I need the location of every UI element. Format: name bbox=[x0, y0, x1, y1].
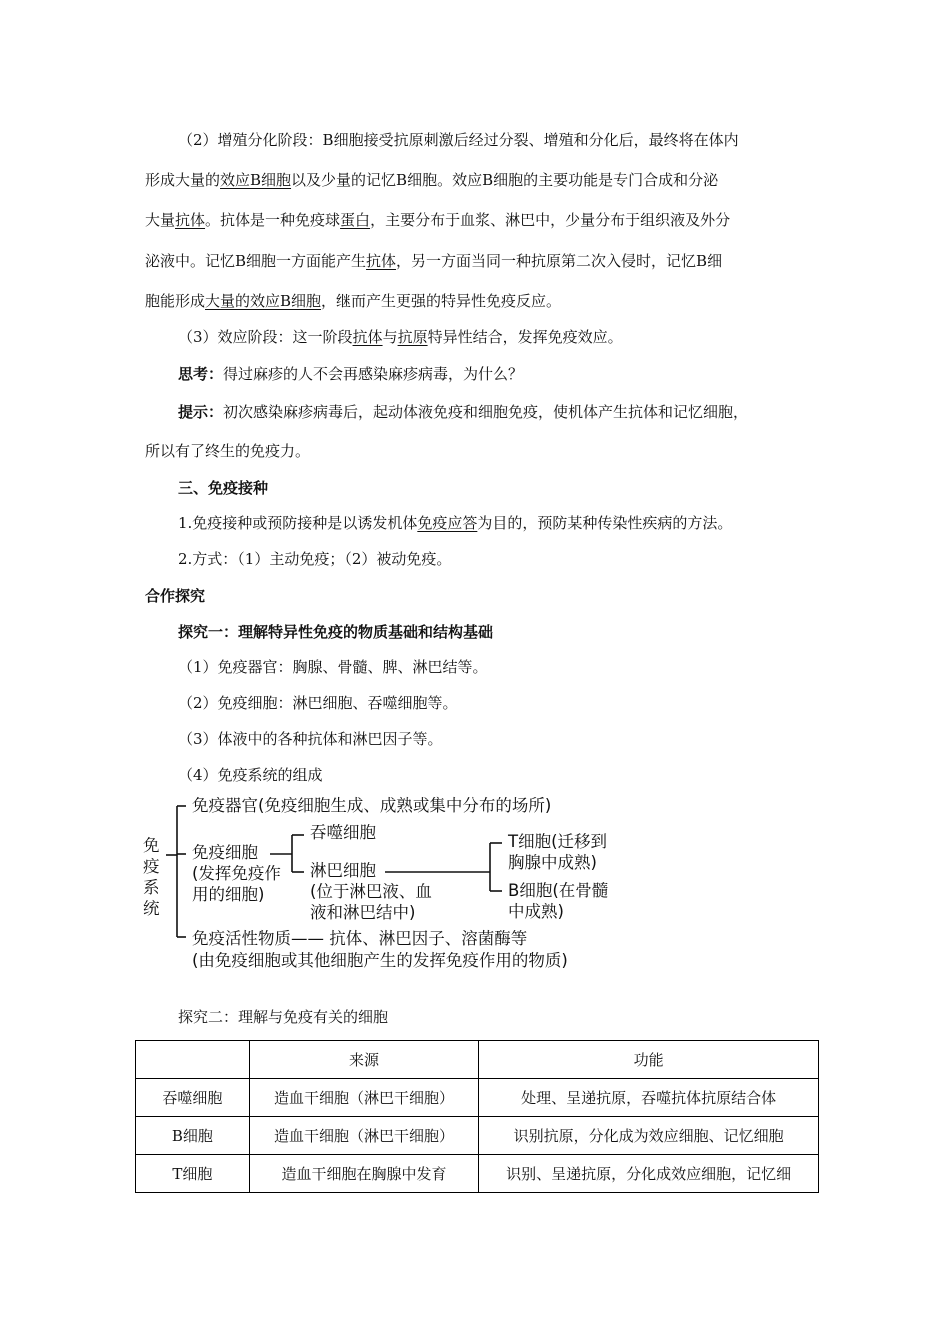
table-cell: 造血干细胞在胸腺中发育 bbox=[249, 1155, 479, 1193]
table-header-row bbox=[136, 1041, 819, 1079]
hint-text: 初次感染麻疹病毒后，起动体液免疫和细胞免疫，使机体产生抗体和记忆细胞， bbox=[223, 403, 749, 421]
table-cell: 识别抗原，分化成为效应细胞、记忆细胞 bbox=[479, 1117, 819, 1155]
table-cell: 处理、呈递抗原，吞噬抗体抗原结合体 bbox=[479, 1079, 819, 1117]
table-cell: B细胞 bbox=[136, 1117, 250, 1155]
immune-system-diagram bbox=[140, 793, 640, 983]
para2-text: 胞能形成 bbox=[145, 292, 206, 310]
table-header-cell: 功能 bbox=[479, 1041, 819, 1079]
diagram-root-char: 系 bbox=[143, 878, 160, 897]
diagram-lymphocyte-note: (位于淋巴液、血 bbox=[310, 882, 432, 901]
think-label: 思考： bbox=[178, 365, 224, 383]
table-row bbox=[136, 1117, 819, 1155]
para2-text: （2）增殖分化阶段：B细胞接受抗原刺激后经过分裂、增殖和分化后，最终将在体内 bbox=[178, 131, 739, 149]
para3-text: 特异性结合，发挥免疫效应。 bbox=[427, 328, 623, 346]
para3-text: （3）效应阶段：这一阶段 bbox=[178, 328, 353, 346]
para2-text: 。抗体是一种免疫球 bbox=[205, 211, 341, 229]
diagram-root-char: 免 bbox=[143, 836, 160, 855]
diagram-organs: 免疫器官(免疫细胞生成、成熟或集中分布的场所) bbox=[192, 796, 552, 815]
table-cell: 吞噬细胞 bbox=[136, 1079, 250, 1117]
diagram-active-substances: 免疫活性物质—— 抗体、淋巴因子、溶菌酶等 bbox=[192, 929, 528, 948]
table-cell: T细胞 bbox=[136, 1155, 250, 1193]
table-header-cell: 来源 bbox=[249, 1041, 479, 1079]
underlined-term: 抗体 bbox=[366, 252, 397, 270]
diagram-cells-note: (发挥免疫作 bbox=[192, 864, 281, 883]
para3-line bbox=[178, 327, 623, 347]
explore1-title: 探究一：理解特异性免疫的物质基础和结构基础 bbox=[178, 623, 494, 641]
section3-item2: 2.方式：（1）主动免疫；（2）被动免疫。 bbox=[178, 550, 452, 568]
think-text: 得过麻疹的人不会再感染麻疹病毒，为什么？ bbox=[223, 365, 524, 383]
table-header-cell bbox=[136, 1041, 250, 1079]
diagram-t-cell: T细胞(迁移到 bbox=[508, 832, 608, 851]
diagram-active-substances-note: (由免疫细胞或其他细胞产生的发挥免疫作用的物质) bbox=[192, 951, 568, 970]
section3-title: 三、免疫接种 bbox=[178, 479, 269, 497]
coop-title: 合作探究 bbox=[145, 587, 206, 605]
diagram-lymphocyte: 淋巴细胞 bbox=[310, 861, 376, 880]
diagram-b-cell: B细胞(在骨髓 bbox=[508, 881, 609, 900]
para2-line5 bbox=[145, 291, 561, 311]
immune-cells-table bbox=[135, 1040, 819, 1193]
underlined-term: 免疫应答 bbox=[417, 514, 478, 532]
diagram-t-cell-note: 胸腺中成熟) bbox=[508, 853, 597, 872]
para3-text: 与 bbox=[382, 328, 398, 346]
para2-text: ，主要分布于血浆、淋巴中，少量分布于组织液及外分 bbox=[370, 211, 731, 229]
para2-text: 形成大量的 bbox=[145, 171, 221, 189]
explore1-item4: （4）免疫系统的组成 bbox=[178, 766, 323, 784]
section3-item1 bbox=[178, 513, 732, 533]
think-line bbox=[178, 364, 523, 384]
hint-text: 所以有了终生的免疫力。 bbox=[145, 442, 311, 460]
para2-text: 以及少量的记忆B细胞。效应B细胞的主要功能是专门合成和分泌 bbox=[291, 171, 719, 189]
para2-text: ，继而产生更强的特异性免疫反应。 bbox=[321, 292, 562, 310]
diagram-cells-note: 用的细胞) bbox=[192, 885, 265, 904]
para2-text: 泌液中。记忆B细胞一方面能产生 bbox=[145, 252, 367, 270]
table-cell: 造血干细胞（淋巴干细胞） bbox=[249, 1117, 479, 1155]
section3-text: 1.免疫接种或预防接种是以诱发机体 bbox=[178, 514, 418, 532]
table-cell: 造血干细胞（淋巴干细胞） bbox=[249, 1079, 479, 1117]
para2-line4 bbox=[145, 251, 722, 271]
diagram-root-char: 疫 bbox=[143, 857, 160, 876]
table-row bbox=[136, 1079, 819, 1117]
diagram-phagocyte: 吞噬细胞 bbox=[310, 823, 376, 842]
hint-label: 提示： bbox=[178, 403, 224, 421]
underlined-term: 蛋白 bbox=[340, 211, 371, 229]
para2-line1 bbox=[178, 130, 739, 150]
underlined-term: 效应B细胞 bbox=[220, 171, 292, 189]
explore1-item3: （3）体液中的各种抗体和淋巴因子等。 bbox=[178, 730, 443, 748]
para2-line2 bbox=[145, 170, 718, 190]
diagram-b-cell-note: 中成熟) bbox=[508, 902, 564, 921]
para2-text: ，另一方面当同一种抗原第二次入侵时，记忆B细 bbox=[396, 252, 723, 270]
table-row bbox=[136, 1155, 819, 1193]
underlined-term: 抗原 bbox=[397, 328, 428, 346]
explore2-title: 探究二：理解与免疫有关的细胞 bbox=[178, 1008, 389, 1026]
hint-line1 bbox=[178, 402, 748, 422]
table-cell: 识别、呈递抗原，分化成效应细胞，记忆细 bbox=[479, 1155, 819, 1193]
hint-line2 bbox=[145, 441, 310, 461]
para2-text: 大量 bbox=[145, 211, 176, 229]
diagram-lymphocyte-note: 液和淋巴结中) bbox=[310, 903, 416, 922]
underlined-term: 抗体 bbox=[175, 211, 206, 229]
section3-text: 为目的，预防某种传染性疾病的方法。 bbox=[477, 514, 733, 532]
diagram-root-char: 统 bbox=[143, 899, 160, 918]
underlined-term: 大量的效应B细胞 bbox=[205, 292, 322, 310]
explore1-item1: （1）免疫器官：胸腺、骨髓、脾、淋巴结等。 bbox=[178, 658, 488, 676]
explore1-item2: （2）免疫细胞：淋巴细胞、吞噬细胞等。 bbox=[178, 694, 458, 712]
underlined-term: 抗体 bbox=[352, 328, 383, 346]
para2-line3 bbox=[145, 210, 730, 230]
diagram-cells: 免疫细胞 bbox=[192, 843, 258, 862]
